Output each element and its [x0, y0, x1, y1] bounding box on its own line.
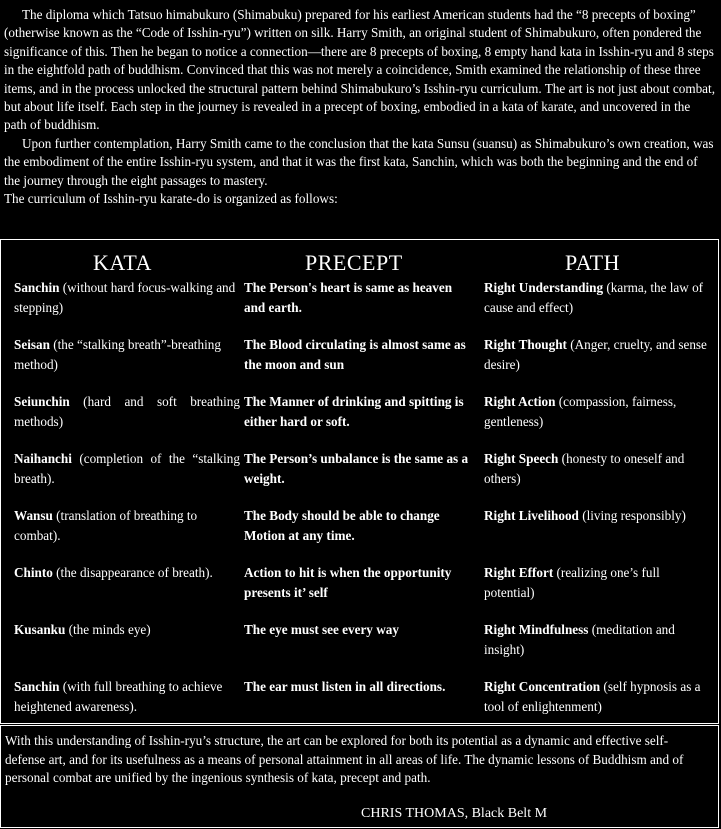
path-name: Right Livelihood [484, 508, 579, 523]
path-header: PATH [565, 250, 620, 275]
conclusion-box [0, 725, 719, 828]
path-cell [484, 335, 712, 374]
kata-cell [14, 392, 240, 431]
precept-header: PRECEPT [305, 250, 403, 275]
kata-desc: (the minds eye) [65, 622, 151, 637]
kata-cell [14, 335, 240, 374]
path-name: Right Speech [484, 451, 559, 466]
path-cell [484, 392, 712, 431]
kata-name: Naihanchi [14, 451, 72, 466]
kata-cell [14, 563, 240, 583]
kata-desc: (the disappearance of breath). [52, 565, 213, 580]
kata-desc: (without hard focus-walking and stepping) [14, 280, 236, 315]
precept-cell: The Person's heart is same as heaven and earth. [244, 280, 453, 315]
author-signature: CHRIS THOMAS, Black Belt M [361, 806, 548, 821]
precept-cell: The Body should be able to change Motion at any time. [244, 508, 440, 543]
path-cell [484, 620, 712, 659]
path-desc: (Anger, cruelty, and sense desire) [484, 337, 707, 372]
path-desc: (self hypnosis as a tool of enlightenment) [484, 679, 701, 714]
kata-cell [14, 620, 240, 640]
path-name: Right Mindfulness [484, 622, 589, 637]
kata-name: Sanchin [14, 679, 60, 694]
path-desc: (honesty to oneself and others) [484, 451, 685, 486]
kata-desc: (translation of breathing to combat). [14, 508, 198, 543]
path-desc: (meditation and insight) [484, 622, 675, 657]
path-name: Right Effort [484, 565, 554, 580]
path-desc: (living responsibly) [578, 508, 686, 523]
path-cell [484, 449, 712, 488]
precept-cell: The ear must listen in all directions. [244, 679, 446, 694]
kata-header: KATA [93, 250, 152, 275]
path-cell [484, 563, 712, 602]
kata-cell [14, 677, 240, 716]
path-name: Right Action [484, 394, 556, 409]
kata-cell [14, 278, 240, 317]
path-cell [484, 677, 712, 716]
curriculum-table [0, 239, 719, 724]
kata-name: Seisan [14, 337, 50, 352]
kata-cell [14, 506, 240, 545]
kata-cell [14, 449, 240, 488]
kata-name: Kusanku [14, 622, 66, 637]
conclusion-text: With this understanding of Isshin-ryu’s structure, the art can be explored for both its potential as a dynamic and effective self-defense art, and for its usefulness as a means of personal attainment in all areas of life. The dynamic lessons of Buddhism and of personal combat are unified by the ingenious synthesis of kata, precept and path. [5, 733, 684, 785]
kata-desc: (completion of the “stalking breath). [14, 451, 240, 486]
intro-paragraph-3: The curriculum of Isshin-ryu karate-do is organized as follows: [4, 191, 338, 207]
precept-cell: The Blood circulating is almost same as the moon and sun [244, 337, 466, 372]
path-name: Right Understanding [484, 280, 604, 295]
intro-text [4, 6, 716, 208]
kata-desc: (hard and soft breathing methods) [14, 394, 240, 429]
kata-name: Seiunchin [14, 394, 70, 409]
kata-desc: (the “stalking breath”-breathing method) [14, 337, 221, 372]
path-cell [484, 506, 712, 526]
kata-desc: (with full breathing to achieve heightened awareness). [14, 679, 223, 714]
precept-cell: The Person’s unbalance is the same as a weight. [244, 451, 469, 486]
path-desc: (karma, the law of cause and effect) [484, 280, 704, 315]
precept-cell: The Manner of drinking and spitting is either hard or soft. [244, 394, 464, 429]
intro-paragraph-2: Upon further contemplation, Harry Smith came to the conclusion that the kata Sunsu (suansu) as Shimabukuro’s own creation, was the embodiment of the entire Isshin-ryu system, and that it was the first kata, Sanchin, which was both the beginning and the end of the journey through the eight passages to mastery. [4, 135, 714, 188]
path-name: Right Thought [484, 337, 567, 352]
intro-paragraph-1: The diploma which Tatsuo himabukuro (Shimabuku) prepared for his earliest American students had the “8 precepts of boxing” (otherwise known as the “Code of Isshin-ryu”) written on silk. Harry Smith, an original student of Shimabukuro, often pondered the significance of this. Then he began to notice a connection—there are 8 precepts of boxing, 8 empty hand kata in Isshin-ryu and 8 steps in the eightfold path of buddhism. Convinced that this was not merely a coincidence, Smith examined the relationship of these three items, and in the process unlocked the structural pattern behind Shimabukuro’s Isshin-ryu curriculum. The art is not just about combat, but about life itself. Each step in the journey is revealed in a precept of boxing, embodied in a kata of karate, and uncovered in the path of buddhism. [4, 7, 715, 133]
kata-name: Sanchin [14, 280, 60, 295]
path-desc: (realizing one’s full potential) [484, 565, 660, 600]
path-name: Right Concentration [484, 679, 601, 694]
precept-cell: The eye must see every way [244, 622, 399, 637]
path-desc: (compassion, fairness, gentleness) [484, 394, 677, 429]
kata-name: Chinto [14, 565, 53, 580]
kata-name: Wansu [14, 508, 53, 523]
path-cell [484, 278, 712, 317]
precept-cell: Action to hit is when the opportunity presents it’ self [244, 565, 452, 600]
